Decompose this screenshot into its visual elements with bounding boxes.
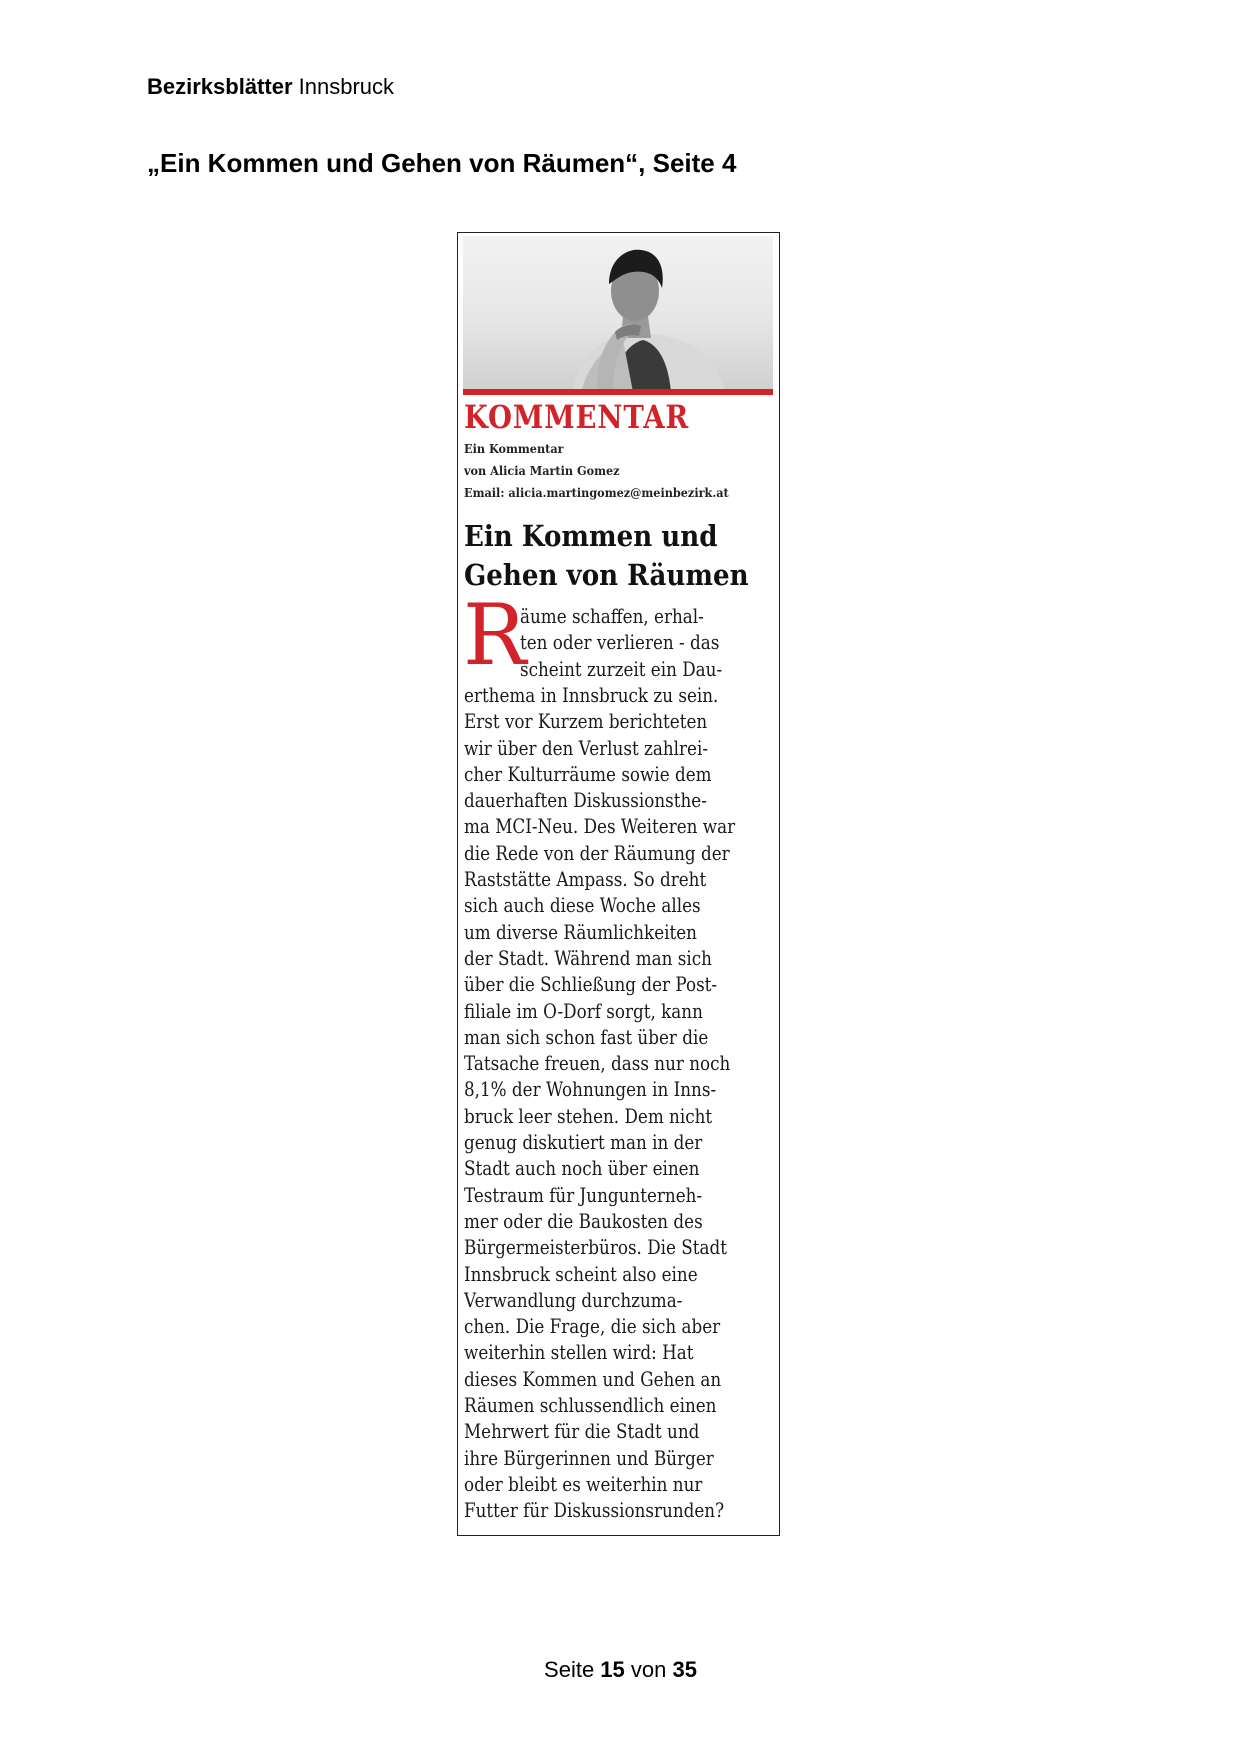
body-line: Verwandlung durchzuma-	[464, 1288, 683, 1312]
body-line: ihre Bürgerinnen und Bürger	[464, 1446, 714, 1470]
body-line: über die Schließung der Post-	[464, 973, 718, 997]
body-line: Erst vor Kurzem berichteten	[464, 710, 708, 734]
page-footer	[0, 1657, 1241, 1683]
body-line: der Stadt. Während man sich	[464, 946, 712, 970]
body-line: um diverse Räumlichkeiten	[464, 920, 697, 944]
body-line: dauerhaften Diskussionsthe-	[464, 789, 707, 813]
current-page-number: 15	[600, 1657, 625, 1682]
body-line: cher Kulturräume sowie dem	[464, 762, 712, 786]
meta-line: Ein Kommentar	[464, 441, 564, 456]
body-line: die Rede von der Räumung der	[464, 841, 730, 865]
body-line: sich auch diese Woche alles	[464, 894, 701, 918]
document-title: „Ein Kommen und Gehen von Räumen“, Seite 4	[147, 148, 737, 178]
drop-cap: R	[463, 586, 527, 684]
body-line: Tatsache freuen, dass nur noch	[464, 1052, 731, 1076]
article-headline	[464, 517, 770, 595]
body-line: filiale im O-Dorf sorgt, kann	[464, 999, 703, 1023]
body-line: äume schaffen, erhal-	[520, 605, 704, 628]
body-line: ma MCI-Neu. Des Weiteren war	[464, 815, 736, 839]
footer-prefix: Seite	[544, 1657, 601, 1682]
body-line: Futter für Diskussionsrunden?	[464, 1499, 725, 1523]
body-line: chen. Die Frage, die sich aber	[464, 1315, 721, 1339]
body-line: Stadt auch noch über einen	[464, 1157, 700, 1181]
publication-header	[147, 74, 394, 100]
author-portrait-image	[463, 236, 773, 392]
body-line: ten oder verlieren - das	[520, 631, 720, 655]
body-line: weiterhin stellen wird: Hat	[464, 1341, 694, 1365]
body-line: oder bleibt es weiterhin nur	[464, 1472, 703, 1496]
author-photo	[463, 236, 773, 392]
body-line: mer oder die Baukosten des	[464, 1209, 703, 1233]
body-line: Raststätte Ampass. So dreht	[464, 868, 707, 891]
publication-edition: Innsbruck	[292, 74, 395, 99]
headline-line: Gehen von Räumen	[464, 558, 749, 592]
red-divider	[463, 389, 773, 395]
meta-line: Email: alicia.martingomez@meinbezirk.at	[464, 485, 729, 500]
body-line: 8,1% der Wohnungen in Inns-	[464, 1078, 717, 1102]
body-line: man sich schon fast über die	[464, 1025, 709, 1049]
body-line: bruck leer stehen. Dem nicht	[464, 1104, 713, 1128]
newspaper-clipping	[457, 232, 780, 1536]
body-line: Testraum für Jungunterneh-	[464, 1183, 703, 1207]
body-line: Innsbruck scheint also eine	[464, 1262, 698, 1286]
body-line: erthema in Innsbruck zu sein.	[464, 683, 719, 707]
body-line: Bürgermeisterbüros. Die Stadt	[464, 1236, 727, 1260]
section-kicker: KOMMENTAR	[464, 398, 690, 436]
body-line: Räumen schlussendlich einen	[464, 1394, 717, 1417]
meta-line: von Alicia Martin Gomez	[464, 463, 620, 478]
body-line: dieses Kommen und Gehen an	[464, 1367, 722, 1391]
body-line: Mehrwert für die Stadt und	[464, 1420, 700, 1444]
footer-middle: von	[624, 1657, 673, 1682]
headline-line: Ein Kommen und	[464, 519, 718, 553]
total-pages: 35	[672, 1657, 697, 1682]
publication-name: Bezirksblätter	[147, 74, 293, 99]
body-line: genug diskutiert man in der	[464, 1131, 703, 1154]
body-line: wir über den Verlust zahlrei-	[464, 736, 708, 760]
body-line: scheint zurzeit ein Dau-	[520, 657, 723, 681]
